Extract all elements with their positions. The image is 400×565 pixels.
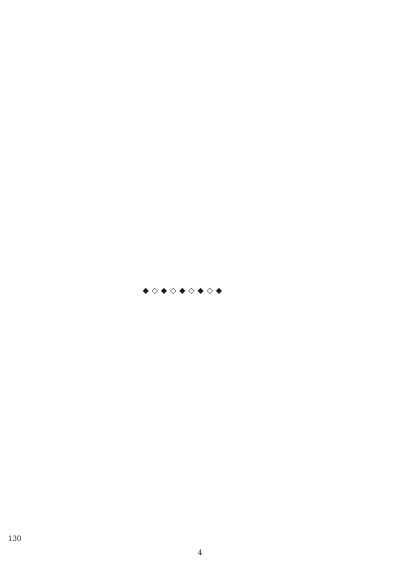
side-page-number: 130 <box>8 535 22 543</box>
center-page-number: 4 <box>197 549 203 557</box>
upper-text-block <box>28 30 372 280</box>
scene-break: ◆◇◆◇◆◇◆◇◆ <box>142 286 225 295</box>
lower-text-block <box>28 300 372 538</box>
